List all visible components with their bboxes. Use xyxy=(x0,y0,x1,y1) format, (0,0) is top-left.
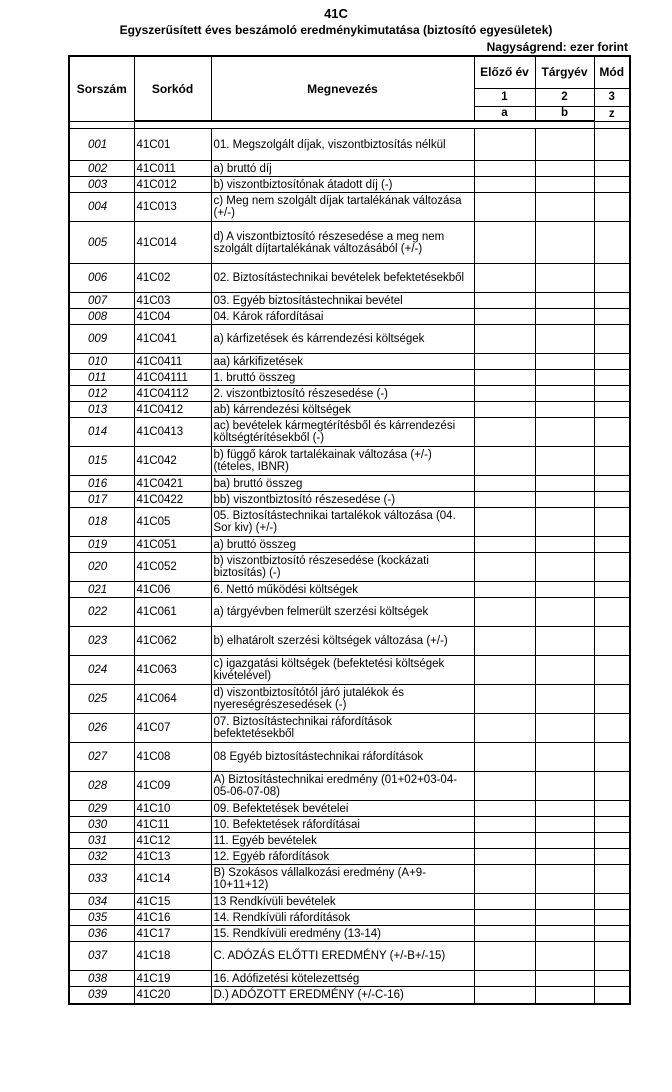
row-label: a) kárfizetések és kárrendezési költségek xyxy=(211,325,474,354)
row-code: 41C01 xyxy=(134,129,211,161)
value-cell-prev-year[interactable] xyxy=(474,508,535,537)
value-cell-mode[interactable] xyxy=(594,714,630,743)
table-row xyxy=(69,553,630,582)
row-code: 41C0421 xyxy=(134,476,211,492)
value-cell-mode[interactable] xyxy=(594,370,630,386)
header-letter-b: b xyxy=(535,106,594,121)
value-cell-mode[interactable] xyxy=(594,685,630,714)
row-label: d) viszontbiztosítótól járó jutalékok és nyereségrészesedések (-) xyxy=(211,685,474,714)
value-cell-mode[interactable] xyxy=(594,971,630,987)
value-cell-current-year[interactable] xyxy=(535,598,594,627)
table-row xyxy=(69,418,630,447)
value-cell-prev-year[interactable] xyxy=(474,801,535,817)
table-row xyxy=(69,894,630,910)
row-code: 41C042 xyxy=(134,447,211,476)
row-number: 021 xyxy=(69,582,134,598)
row-code: 41C13 xyxy=(134,849,211,865)
table-row xyxy=(69,714,630,743)
value-cell-current-year[interactable] xyxy=(535,161,594,177)
table-row xyxy=(69,447,630,476)
row-label: 15. Rendkívüli eredmény (13-14) xyxy=(211,926,474,942)
row-code: 41C04112 xyxy=(134,386,211,402)
row-label: 03. Egyéb biztosítástechnikai bevétel xyxy=(211,293,474,309)
header-sorkod: Sorkód xyxy=(134,56,211,121)
row-code: 41C17 xyxy=(134,926,211,942)
value-cell-prev-year[interactable] xyxy=(474,833,535,849)
row-number: 015 xyxy=(69,447,134,476)
value-cell-current-year[interactable] xyxy=(535,325,594,354)
value-cell-mode[interactable] xyxy=(594,817,630,833)
value-cell-mode[interactable] xyxy=(594,386,630,402)
table-row xyxy=(69,309,630,325)
row-code: 41C03 xyxy=(134,293,211,309)
value-cell-prev-year[interactable] xyxy=(474,971,535,987)
value-cell-mode[interactable] xyxy=(594,926,630,942)
row-label: aa) kárkifizetések xyxy=(211,354,474,370)
row-number: 027 xyxy=(69,743,134,772)
value-cell-mode[interactable] xyxy=(594,656,630,685)
row-number: 025 xyxy=(69,685,134,714)
form-title: Egyszerűsített éves beszámoló eredménykimutatása (biztosító egyesületek) xyxy=(119,23,553,37)
table-row xyxy=(69,743,630,772)
row-label: 12. Egyéb ráfordítások xyxy=(211,849,474,865)
row-number: 012 xyxy=(69,386,134,402)
row-number: 029 xyxy=(69,801,134,817)
value-cell-prev-year[interactable] xyxy=(474,817,535,833)
row-label: a) bruttó összeg xyxy=(211,537,474,553)
row-number: 007 xyxy=(69,293,134,309)
row-code: 41C051 xyxy=(134,537,211,553)
value-cell-current-year[interactable] xyxy=(535,193,594,222)
value-cell-mode[interactable] xyxy=(594,222,630,264)
value-cell-prev-year[interactable] xyxy=(474,926,535,942)
value-cell-prev-year[interactable] xyxy=(474,987,535,1004)
row-number: 037 xyxy=(69,942,134,971)
row-number: 035 xyxy=(69,910,134,926)
table-row xyxy=(69,492,630,508)
value-cell-current-year[interactable] xyxy=(535,402,594,418)
value-cell-prev-year[interactable] xyxy=(474,772,535,801)
table-row xyxy=(69,264,630,293)
value-cell-mode[interactable] xyxy=(594,476,630,492)
table-row xyxy=(69,222,630,264)
row-code: 41C041 xyxy=(134,325,211,354)
value-cell-mode[interactable] xyxy=(594,772,630,801)
row-number: 036 xyxy=(69,926,134,942)
row-number: 023 xyxy=(69,627,134,656)
value-cell-current-year[interactable] xyxy=(535,926,594,942)
value-cell-current-year[interactable] xyxy=(535,942,594,971)
value-cell-mode[interactable] xyxy=(594,293,630,309)
row-number: 033 xyxy=(69,865,134,894)
value-cell-prev-year[interactable] xyxy=(474,685,535,714)
value-cell-current-year[interactable] xyxy=(535,894,594,910)
value-cell-current-year[interactable] xyxy=(535,264,594,293)
table-row xyxy=(69,910,630,926)
row-label: b) függő károk tartalékainak változása (+/-) (tételes, IBNR) xyxy=(211,447,474,476)
row-label: d) A viszontbiztosító részesedése a meg nem szolgált díjtartalékának változásából (+/-) xyxy=(211,222,474,264)
value-cell-current-year[interactable] xyxy=(535,370,594,386)
row-number: 028 xyxy=(69,772,134,801)
value-cell-mode[interactable] xyxy=(594,193,630,222)
value-cell-prev-year[interactable] xyxy=(474,370,535,386)
table-row xyxy=(69,598,630,627)
row-label: A) Biztosítástechnikai eredmény (01+02+03-04-05-06-07-08) xyxy=(211,772,474,801)
value-cell-current-year[interactable] xyxy=(535,418,594,447)
value-cell-prev-year[interactable] xyxy=(474,894,535,910)
row-label: 02. Biztosítástechnikai bevételek befektetésekből xyxy=(211,264,474,293)
row-code: 41C064 xyxy=(134,685,211,714)
table-row xyxy=(69,865,630,894)
value-cell-mode[interactable] xyxy=(594,325,630,354)
value-cell-current-year[interactable] xyxy=(535,508,594,537)
row-label: b) elhatárolt szerzési költségek változása (+/-) xyxy=(211,627,474,656)
row-code: 41C052 xyxy=(134,553,211,582)
value-cell-mode[interactable] xyxy=(594,354,630,370)
value-cell-prev-year[interactable] xyxy=(474,222,535,264)
header-sorszam: Sorszám xyxy=(69,56,134,121)
row-number: 030 xyxy=(69,817,134,833)
form-code: 41C xyxy=(324,6,348,21)
row-number: 002 xyxy=(69,161,134,177)
value-cell-prev-year[interactable] xyxy=(474,309,535,325)
value-cell-prev-year[interactable] xyxy=(474,476,535,492)
value-cell-prev-year[interactable] xyxy=(474,537,535,553)
row-number: 034 xyxy=(69,894,134,910)
row-number: 032 xyxy=(69,849,134,865)
table-row xyxy=(69,508,630,537)
value-cell-mode[interactable] xyxy=(594,537,630,553)
value-cell-prev-year[interactable] xyxy=(474,293,535,309)
row-number: 008 xyxy=(69,309,134,325)
value-cell-mode[interactable] xyxy=(594,849,630,865)
row-label: a) tárgyévben felmerült szerzési költségek xyxy=(211,598,474,627)
table-row xyxy=(69,987,630,1004)
value-cell-mode[interactable] xyxy=(594,582,630,598)
value-cell-current-year[interactable] xyxy=(535,492,594,508)
row-label: ab) kárrendezési költségek xyxy=(211,402,474,418)
row-code: 41C04111 xyxy=(134,370,211,386)
table-row xyxy=(69,801,630,817)
value-cell-prev-year[interactable] xyxy=(474,492,535,508)
value-cell-mode[interactable] xyxy=(594,161,630,177)
value-cell-mode[interactable] xyxy=(594,418,630,447)
row-label: 16. Adófizetési kötelezettség xyxy=(211,971,474,987)
value-cell-mode[interactable] xyxy=(594,129,630,161)
value-cell-current-year[interactable] xyxy=(535,743,594,772)
header-letter-z: z xyxy=(594,106,630,121)
row-label: 04. Károk ráfordításai xyxy=(211,309,474,325)
value-cell-mode[interactable] xyxy=(594,508,630,537)
row-code: 41C16 xyxy=(134,910,211,926)
row-label: a) bruttó díj xyxy=(211,161,474,177)
row-code: 41C20 xyxy=(134,987,211,1004)
row-number: 026 xyxy=(69,714,134,743)
value-cell-prev-year[interactable] xyxy=(474,656,535,685)
value-cell-prev-year[interactable] xyxy=(474,161,535,177)
value-cell-current-year[interactable] xyxy=(535,386,594,402)
table-row xyxy=(69,656,630,685)
row-label: b) viszontbiztosító részesedése (kockázati biztosítás) (-) xyxy=(211,553,474,582)
row-label: 1. bruttó összeg xyxy=(211,370,474,386)
value-cell-current-year[interactable] xyxy=(535,537,594,553)
value-cell-prev-year[interactable] xyxy=(474,447,535,476)
row-code: 41C06 xyxy=(134,582,211,598)
value-cell-prev-year[interactable] xyxy=(474,942,535,971)
row-code: 41C061 xyxy=(134,598,211,627)
row-code: 41C14 xyxy=(134,865,211,894)
value-cell-current-year[interactable] xyxy=(535,772,594,801)
value-cell-prev-year[interactable] xyxy=(474,325,535,354)
value-cell-prev-year[interactable] xyxy=(474,553,535,582)
row-number: 004 xyxy=(69,193,134,222)
value-cell-prev-year[interactable] xyxy=(474,582,535,598)
value-cell-current-year[interactable] xyxy=(535,849,594,865)
value-cell-current-year[interactable] xyxy=(535,714,594,743)
table-row xyxy=(69,926,630,942)
header-elozo-ev: Előző év xyxy=(474,56,535,88)
value-cell-mode[interactable] xyxy=(594,598,630,627)
row-code: 41C12 xyxy=(134,833,211,849)
value-cell-prev-year[interactable] xyxy=(474,177,535,193)
row-label: bb) viszontbiztosító részesedése (-) xyxy=(211,492,474,508)
table-row xyxy=(69,817,630,833)
value-cell-current-year[interactable] xyxy=(535,354,594,370)
table-row xyxy=(69,582,630,598)
value-cell-prev-year[interactable] xyxy=(474,627,535,656)
value-cell-prev-year[interactable] xyxy=(474,193,535,222)
row-label: 08 Egyéb biztosítástechnikai ráfordítások xyxy=(211,743,474,772)
value-cell-current-year[interactable] xyxy=(535,865,594,894)
value-cell-current-year[interactable] xyxy=(535,222,594,264)
value-cell-mode[interactable] xyxy=(594,743,630,772)
row-code: 41C11 xyxy=(134,817,211,833)
header-letter-a: a xyxy=(474,106,535,121)
row-number: 014 xyxy=(69,418,134,447)
row-number: 005 xyxy=(69,222,134,264)
value-cell-prev-year[interactable] xyxy=(474,354,535,370)
value-cell-current-year[interactable] xyxy=(535,553,594,582)
unit-label: Nagyságrend: ezer forint xyxy=(486,40,628,54)
table-row xyxy=(69,476,630,492)
value-cell-current-year[interactable] xyxy=(535,987,594,1004)
row-label: c) Meg nem szolgált díjak tartalékának változása (+/-) xyxy=(211,193,474,222)
value-cell-prev-year[interactable] xyxy=(474,910,535,926)
row-number: 011 xyxy=(69,370,134,386)
row-number: 001 xyxy=(69,129,134,161)
value-cell-current-year[interactable] xyxy=(535,582,594,598)
table-row xyxy=(69,402,630,418)
table-row xyxy=(69,129,630,161)
row-code: 41C02 xyxy=(134,264,211,293)
table-row xyxy=(69,627,630,656)
row-code: 41C15 xyxy=(134,894,211,910)
row-code: 41C0411 xyxy=(134,354,211,370)
value-cell-current-year[interactable] xyxy=(535,447,594,476)
row-label: D.) ADÓZOTT EREDMÉNY (+/-C-16) xyxy=(211,987,474,1004)
value-cell-prev-year[interactable] xyxy=(474,743,535,772)
row-number: 019 xyxy=(69,537,134,553)
value-cell-prev-year[interactable] xyxy=(474,714,535,743)
header-num-3: 3 xyxy=(594,88,630,106)
table-row xyxy=(69,386,630,402)
value-cell-mode[interactable] xyxy=(594,833,630,849)
row-label: ba) bruttó összeg xyxy=(211,476,474,492)
value-cell-prev-year[interactable] xyxy=(474,386,535,402)
value-cell-mode[interactable] xyxy=(594,987,630,1004)
table-row xyxy=(69,942,630,971)
value-cell-mode[interactable] xyxy=(594,402,630,418)
value-cell-mode[interactable] xyxy=(594,309,630,325)
table-row xyxy=(69,161,630,177)
header-targyev: Tárgyév xyxy=(535,56,594,88)
row-code: 41C07 xyxy=(134,714,211,743)
row-label: 07. Biztosítástechnikai ráfordítások befektetésekből xyxy=(211,714,474,743)
value-cell-mode[interactable] xyxy=(594,910,630,926)
value-cell-prev-year[interactable] xyxy=(474,865,535,894)
row-label: 01. Megszolgált díjak, viszontbiztosítás nélkül xyxy=(211,129,474,161)
value-cell-mode[interactable] xyxy=(594,865,630,894)
value-cell-current-year[interactable] xyxy=(535,971,594,987)
income-statement-table xyxy=(68,55,631,1005)
row-number: 020 xyxy=(69,553,134,582)
value-cell-current-year[interactable] xyxy=(535,833,594,849)
row-label: 13 Rendkívüli bevételek xyxy=(211,894,474,910)
row-number: 009 xyxy=(69,325,134,354)
table-row xyxy=(69,370,630,386)
value-cell-current-year[interactable] xyxy=(535,476,594,492)
row-code: 41C013 xyxy=(134,193,211,222)
row-code: 41C011 xyxy=(134,161,211,177)
table-row xyxy=(69,849,630,865)
value-cell-prev-year[interactable] xyxy=(474,418,535,447)
row-code: 41C09 xyxy=(134,772,211,801)
table-row xyxy=(69,537,630,553)
row-code: 41C05 xyxy=(134,508,211,537)
row-number: 039 xyxy=(69,987,134,1004)
value-cell-current-year[interactable] xyxy=(535,910,594,926)
value-cell-mode[interactable] xyxy=(594,801,630,817)
value-cell-prev-year[interactable] xyxy=(474,598,535,627)
row-number: 006 xyxy=(69,264,134,293)
row-number: 016 xyxy=(69,476,134,492)
table-row xyxy=(69,685,630,714)
row-code: 41C18 xyxy=(134,942,211,971)
value-cell-mode[interactable] xyxy=(594,177,630,193)
row-label: 14. Rendkívüli ráfordítások xyxy=(211,910,474,926)
value-cell-current-year[interactable] xyxy=(535,801,594,817)
value-cell-prev-year[interactable] xyxy=(474,264,535,293)
row-label: c) igazgatási költségek (befektetési költségek kivételével) xyxy=(211,656,474,685)
value-cell-current-year[interactable] xyxy=(535,129,594,161)
row-code: 41C04 xyxy=(134,309,211,325)
row-label: 10. Befektetések ráfordításai xyxy=(211,817,474,833)
row-label: 05. Biztosítástechnikai tartalékok változása (04. Sor kiv) (+/-) xyxy=(211,508,474,537)
value-cell-mode[interactable] xyxy=(594,894,630,910)
value-cell-current-year[interactable] xyxy=(535,685,594,714)
row-code: 41C014 xyxy=(134,222,211,264)
header-mod: Mód xyxy=(594,56,630,88)
row-number: 018 xyxy=(69,508,134,537)
value-cell-current-year[interactable] xyxy=(535,627,594,656)
row-label: 6. Nettó működési költségek xyxy=(211,582,474,598)
value-cell-prev-year[interactable] xyxy=(474,129,535,161)
row-label: B) Szokásos vállalkozási eredmény (A+9-10+11+12) xyxy=(211,865,474,894)
row-number: 038 xyxy=(69,971,134,987)
table-row xyxy=(69,354,630,370)
value-cell-current-year[interactable] xyxy=(535,309,594,325)
value-cell-mode[interactable] xyxy=(594,942,630,971)
header-num-1: 1 xyxy=(474,88,535,106)
table-row xyxy=(69,193,630,222)
row-number: 031 xyxy=(69,833,134,849)
row-code: 41C063 xyxy=(134,656,211,685)
header-num-2: 2 xyxy=(535,88,594,106)
table-row xyxy=(69,293,630,309)
table-row xyxy=(69,772,630,801)
value-cell-mode[interactable] xyxy=(594,553,630,582)
row-code: 41C0422 xyxy=(134,492,211,508)
row-number: 013 xyxy=(69,402,134,418)
table-row xyxy=(69,971,630,987)
value-cell-mode[interactable] xyxy=(594,447,630,476)
value-cell-current-year[interactable] xyxy=(535,817,594,833)
value-cell-prev-year[interactable] xyxy=(474,849,535,865)
row-number: 010 xyxy=(69,354,134,370)
value-cell-mode[interactable] xyxy=(594,492,630,508)
value-cell-current-year[interactable] xyxy=(535,293,594,309)
row-label: 2. viszontbiztosító részesedése (-) xyxy=(211,386,474,402)
row-number: 022 xyxy=(69,598,134,627)
value-cell-current-year[interactable] xyxy=(535,656,594,685)
value-cell-mode[interactable] xyxy=(594,264,630,293)
row-number: 017 xyxy=(69,492,134,508)
row-code: 41C012 xyxy=(134,177,211,193)
header-megnevezes: Megnevezés xyxy=(211,56,474,121)
row-label: 11. Egyéb bevételek xyxy=(211,833,474,849)
row-label: 09. Befektetések bevételei xyxy=(211,801,474,817)
row-code: 41C10 xyxy=(134,801,211,817)
row-label: b) viszontbiztosítónak átadott díj (-) xyxy=(211,177,474,193)
value-cell-current-year[interactable] xyxy=(535,177,594,193)
row-code: 41C0413 xyxy=(134,418,211,447)
table-row xyxy=(69,177,630,193)
row-number: 024 xyxy=(69,656,134,685)
row-code: 41C08 xyxy=(134,743,211,772)
row-code: 41C19 xyxy=(134,971,211,987)
table-row xyxy=(69,833,630,849)
table-row xyxy=(69,325,630,354)
row-label: ac) bevételek kármegtérítésből és kárrendezési költségtérítésekből (-) xyxy=(211,418,474,447)
value-cell-prev-year[interactable] xyxy=(474,402,535,418)
value-cell-mode[interactable] xyxy=(594,627,630,656)
row-code: 41C062 xyxy=(134,627,211,656)
row-number: 003 xyxy=(69,177,134,193)
row-code: 41C0412 xyxy=(134,402,211,418)
table-body xyxy=(69,129,630,1004)
row-label: C. ADÓZÁS ELŐTTI EREDMÉNY (+/-B+/-15) xyxy=(211,942,474,971)
